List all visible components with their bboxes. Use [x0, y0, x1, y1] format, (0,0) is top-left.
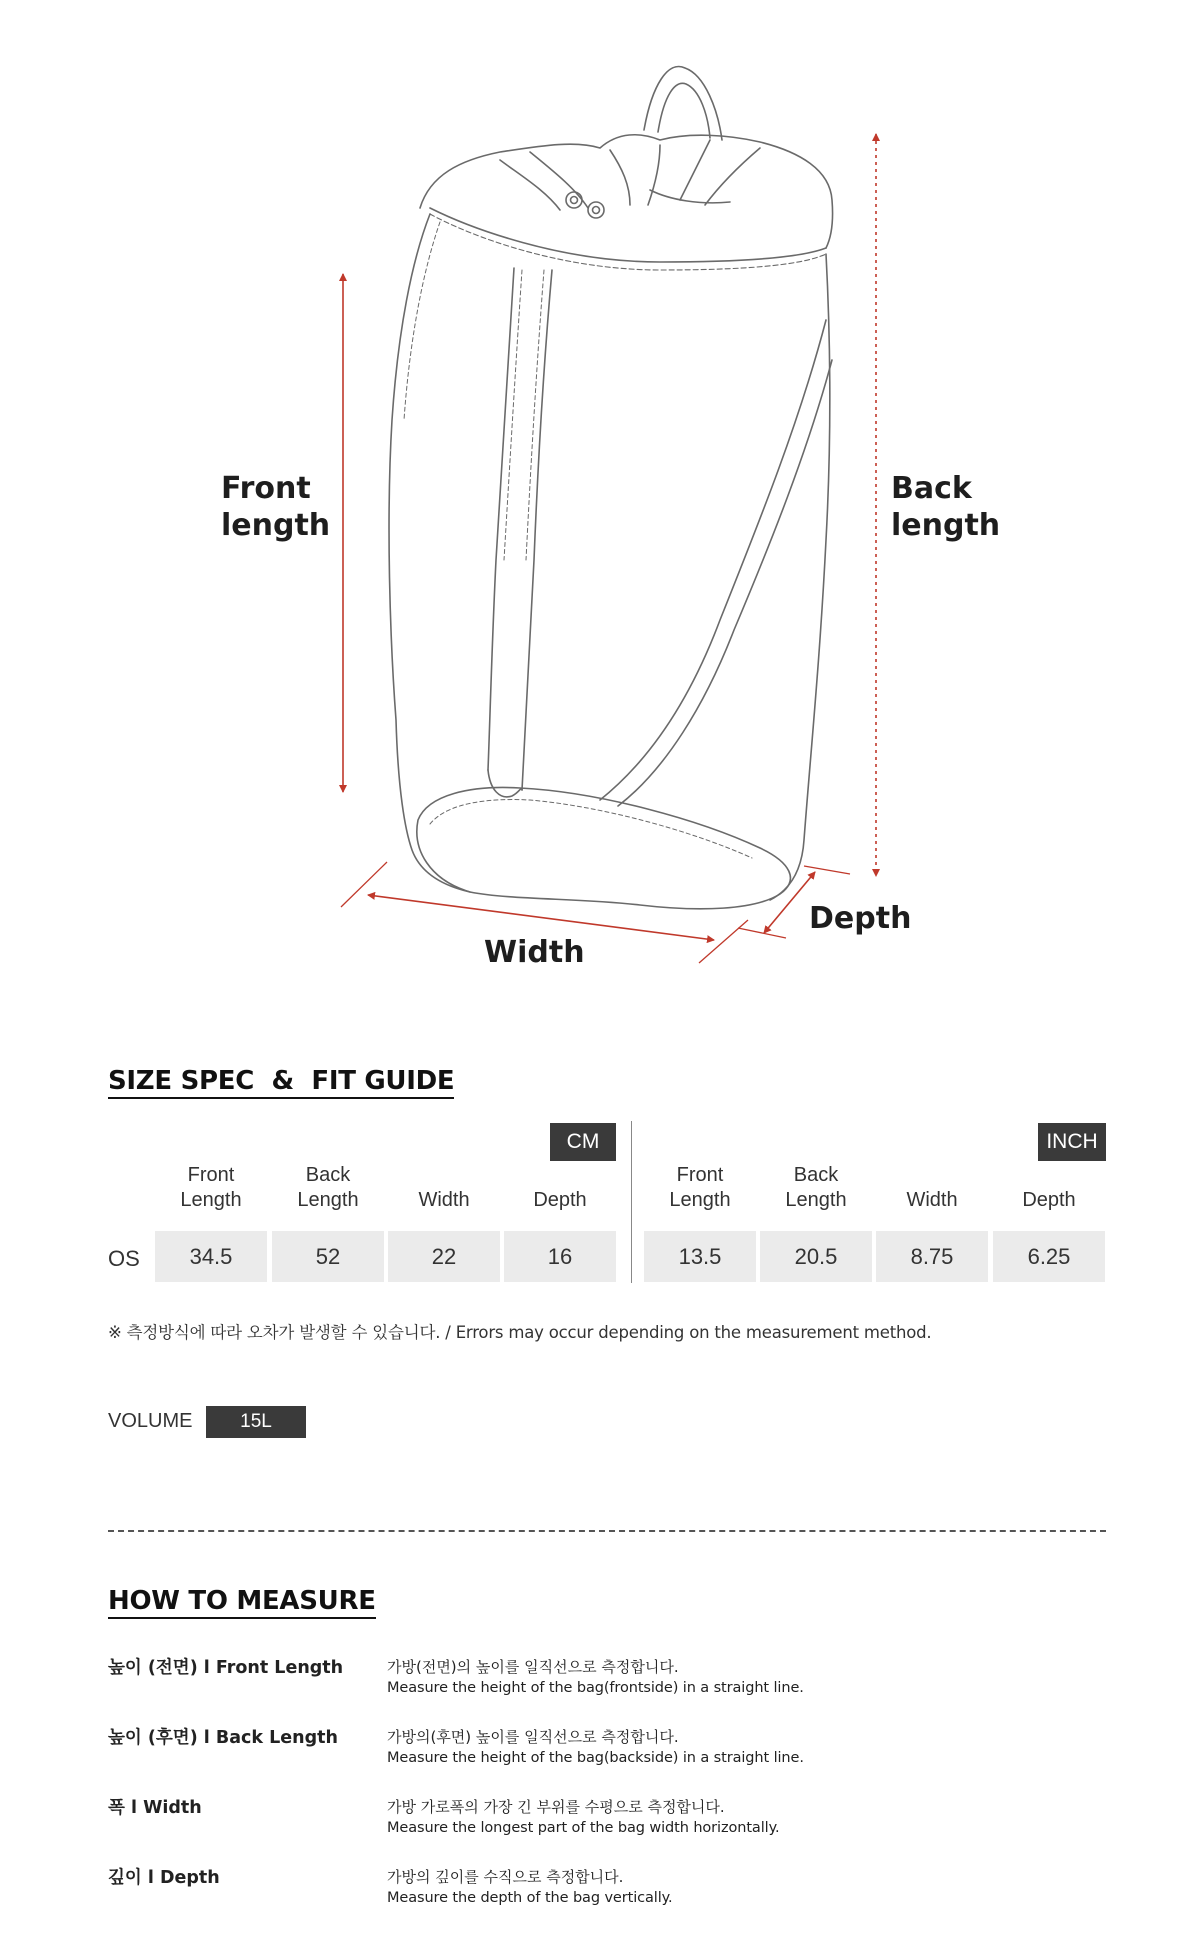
col-head-text: Depth	[1022, 1189, 1076, 1211]
measure-desc-ko: 가방의 깊이를 수직으로 측정합니다.	[387, 1868, 624, 1886]
bag-bottom	[417, 787, 791, 908]
bag-drawing	[389, 67, 833, 909]
col-head-text: Length	[297, 1189, 359, 1211]
back-strap	[600, 320, 826, 800]
measure-desc-en: Measure the height of the bag(frontside) in a straight line.	[387, 1680, 804, 1696]
measure-term-depth: 깊이 l Depth	[108, 1868, 220, 1888]
measurement-note: ※ 측정방식에 따라 오차가 발생할 수 있습니다. / Errors may occur depending on the measurement method.	[108, 1323, 932, 1342]
col-head-text: Width	[906, 1189, 958, 1211]
col-head-text: Front	[676, 1164, 724, 1186]
unit-badge-inch: INCH	[1038, 1123, 1106, 1161]
col-head-back-length	[760, 1163, 872, 1213]
bag-body-left	[389, 214, 470, 892]
drawstring-top	[420, 135, 833, 248]
measure-term-back-length: 높이 (후면) l Back Length	[108, 1728, 338, 1748]
handle-loop	[644, 67, 722, 140]
col-head-back-length	[272, 1163, 384, 1213]
cm-depth-value: 16	[504, 1231, 616, 1282]
col-head-text: Depth	[533, 1189, 587, 1211]
cm-back-length-value: 52	[272, 1231, 384, 1282]
volume-value: 15L	[206, 1406, 306, 1438]
front-length-label-line1: Front	[221, 471, 311, 506]
front-strap	[488, 268, 514, 770]
measure-desc-en: Measure the longest part of the bag width horizontally.	[387, 1820, 780, 1836]
col-head-text: Width	[418, 1189, 470, 1211]
measure-desc-en: Measure the height of the bag(backside) in a straight line.	[387, 1750, 804, 1766]
inch-back-length-value: 20.5	[760, 1231, 872, 1282]
measure-desc-en: Measure the depth of the bag vertically.	[387, 1890, 673, 1906]
back-length-label	[891, 470, 1000, 544]
col-head-text: Length	[785, 1189, 847, 1211]
depth-label: Depth	[809, 901, 912, 936]
front-length-label	[221, 470, 330, 544]
measure-desc-ko: 가방(전면)의 높이를 일직선으로 측정합니다.	[387, 1658, 679, 1676]
extension-lines	[341, 862, 850, 963]
front-length-label-line2: length	[221, 508, 331, 543]
size-row-label: OS	[108, 1246, 140, 1271]
unit-badge-cm: CM	[550, 1123, 616, 1161]
col-head-text: Length	[669, 1189, 731, 1211]
eyelet	[588, 202, 604, 218]
cm-width-value: 22	[388, 1231, 500, 1282]
inch-width-value: 8.75	[876, 1231, 988, 1282]
how-to-measure-title: HOW TO MEASURE	[108, 1586, 376, 1619]
back-length-label-line2: length	[891, 508, 1001, 543]
unit-divider	[631, 1121, 632, 1283]
measure-term-front-length: 높이 (전면) l Front Length	[108, 1658, 344, 1678]
col-head-depth	[993, 1188, 1105, 1213]
inch-depth-value: 6.25	[993, 1231, 1105, 1282]
col-head-depth	[504, 1188, 616, 1213]
col-head-width	[876, 1188, 988, 1213]
cm-front-length-value: 34.5	[155, 1231, 267, 1282]
measure-desc-ko: 가방의(후면) 높이를 일직선으로 측정합니다.	[387, 1728, 679, 1746]
measure-term-width: 폭 l Width	[108, 1798, 202, 1818]
col-head-text: Back	[305, 1164, 351, 1186]
col-head-text: Length	[180, 1189, 242, 1211]
inch-front-length-value: 13.5	[644, 1231, 756, 1282]
bag-body-right	[770, 254, 830, 900]
col-head-front-length	[644, 1163, 756, 1213]
col-head-text: Back	[793, 1164, 839, 1186]
size-spec-title: SIZE SPEC & FIT GUIDE	[108, 1066, 454, 1099]
measure-desc-ko: 가방 가로폭의 가장 긴 부위를 수평으로 측정합니다.	[387, 1798, 725, 1816]
col-head-front-length	[155, 1163, 267, 1213]
back-length-label-line1: Back	[891, 471, 972, 506]
section-divider	[108, 1530, 1106, 1532]
col-head-text: Front	[187, 1164, 235, 1186]
eyelet	[566, 192, 582, 208]
volume-label: VOLUME	[108, 1410, 193, 1432]
width-label: Width	[484, 935, 585, 970]
col-head-width	[388, 1188, 500, 1213]
